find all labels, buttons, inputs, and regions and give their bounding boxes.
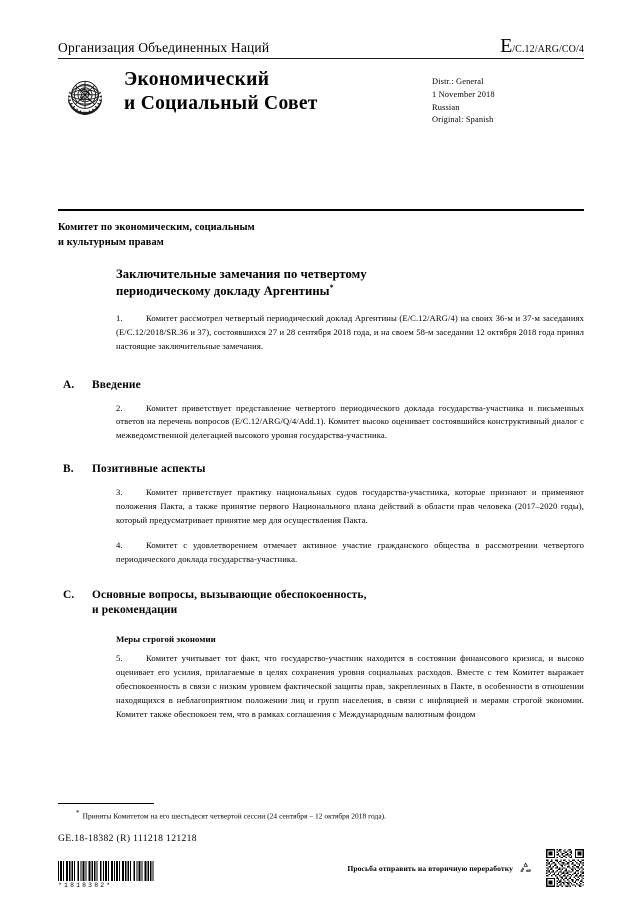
distribution-language: Russian — [432, 102, 460, 112]
page-title-footnote-marker: * — [329, 282, 334, 292]
paragraph-2 — [116, 402, 584, 444]
page-title-line2: периодическому докладу Аргентины — [116, 284, 330, 299]
recycle-notice — [347, 849, 584, 887]
barcode — [58, 861, 156, 889]
organization-name: Организация Объединенных Наций — [58, 40, 270, 56]
section-heading-a — [58, 378, 584, 393]
document-symbol-prefix: E — [500, 35, 513, 57]
paragraph-2-text: Комитет приветствует представление четвертого периодического доклада государства-участника и письменных ответов на перечень вопросов (E/C.12/ARG/Q/4/Add.1). Комитет высоко оценивает состоявшийся конструктивный диалог с межведомственной делегацией высокого уровня государства-участника. — [116, 402, 584, 441]
paragraph-1-number: 1. — [116, 312, 123, 323]
paragraph-3-number: 3. — [116, 487, 123, 498]
distribution-type: Distr.: General — [432, 77, 484, 86]
section-c-letter: C. — [63, 588, 75, 601]
paragraph-1-text: Комитет рассмотрел четвертый периодический доклад Аргентины (E/C.12/ARG/4) на своих 36-м и 37-м заседаниях (E/C.12/2018/SR.36 и 37), состоявшихся 27 и 28 сентября 2018 года, и на своем 58-м заседании 12 октября 2018 года принял настоящие заключительные замечания. — [116, 312, 584, 351]
subsection-heading-austerity: Меры строгой экономии — [116, 634, 216, 645]
recycle-icon — [518, 861, 533, 876]
footnote-body: Приняты Комитетом на его шестьдесят четвертой сессии (24 сентября – 12 октября 2018 года). — [82, 811, 387, 821]
paragraph-4 — [116, 539, 584, 567]
paragraph-5 — [116, 652, 584, 722]
masthead — [58, 36, 584, 59]
footer-bottom-row — [58, 849, 584, 889]
section-heading-c — [58, 588, 584, 618]
qr-code-icon — [546, 849, 584, 887]
un-emblem-icon — [58, 70, 112, 124]
page-footer — [58, 833, 584, 889]
section-c-title-line2: и рекомендации — [92, 603, 178, 616]
committee-name — [58, 220, 478, 250]
organ-title-line2: и Социальный Совет — [124, 92, 318, 114]
masthead-rule — [58, 58, 584, 59]
organ-title-line1: Экономический — [124, 69, 270, 90]
paragraph-5-text: Комитет учитывает тот факт, что государство-участник находится в состоянии финансового кризиса, и высоко оценивает его усилия, прилагаемые в целях сохранения уровня социальных расходов. Вместе с тем Комитет выражает обеспокоенность в связи с низким уровнем фактической защиты прав, закрепленных в Пакте, в особенности в отношении находящихся в неблагоприятном положении лиц и групп населения, в связи с инфляцией и мерами строгой экономии. Комитет также обеспокоен тем, что в рамках соглашения с Международным валютным фондом — [116, 653, 584, 720]
distribution-date: 1 November 2018 — [432, 89, 495, 99]
distribution-original: Original: Spanish — [432, 115, 494, 125]
section-c-title-line1: Основные вопросы, вызывающие обеспокоенность, — [92, 588, 367, 601]
footnote-area — [58, 803, 584, 822]
organ-title — [124, 66, 432, 116]
page-title — [116, 266, 584, 300]
section-b-letter: B. — [63, 463, 74, 476]
header-divider — [58, 209, 584, 211]
footnote-divider — [58, 803, 154, 804]
paragraph-3-text: Комитет приветствует практику национальных судов государства-участника, которые признают и применяют положения Пакта, а также принятие первого Национального плана действий в области прав человека (2017–2020 годы), который предусматривает принятие мер для осуществления Пакта. — [116, 487, 584, 525]
document-symbol — [500, 36, 584, 56]
paragraph-2-number: 2. — [116, 402, 123, 413]
page-title-line1: Заключительные замечания по четвертому — [116, 267, 367, 281]
section-c-title — [92, 588, 584, 618]
section-a-letter: A. — [63, 378, 75, 391]
committee-name-line2: и культурным правам — [58, 237, 164, 249]
recycle-text: Просьба отправить на вторичную переработку — [347, 863, 513, 873]
paragraph-3 — [116, 486, 584, 528]
paragraph-1 — [116, 312, 584, 354]
footnote-text — [76, 809, 584, 822]
barcode-digits: *1818382* — [58, 882, 113, 889]
emblem-block — [58, 66, 584, 127]
job-number: GE.18-18382 (R) 111218 121218 — [58, 833, 197, 844]
distribution-block — [432, 66, 584, 127]
paragraph-5-number: 5. — [116, 653, 123, 664]
paragraph-4-number: 4. — [116, 539, 123, 550]
document-body — [58, 266, 584, 733]
footnote-marker: * — [76, 809, 80, 817]
document-symbol-rest: /C.12/ARG/CO/4 — [512, 44, 584, 55]
masthead-row — [58, 36, 584, 58]
section-a-title: Введение — [92, 378, 141, 391]
section-heading-b — [58, 462, 584, 477]
paragraph-4-text: Комитет с удовлетворением отмечает активное участие гражданского общества в рассмотрении четвертого периодического доклада государства-участника. — [116, 539, 584, 564]
section-b-title: Позитивные аспекты — [92, 463, 206, 476]
committee-name-line1: Комитет по экономическим, социальным — [58, 222, 255, 233]
barcode-bars — [58, 861, 154, 881]
